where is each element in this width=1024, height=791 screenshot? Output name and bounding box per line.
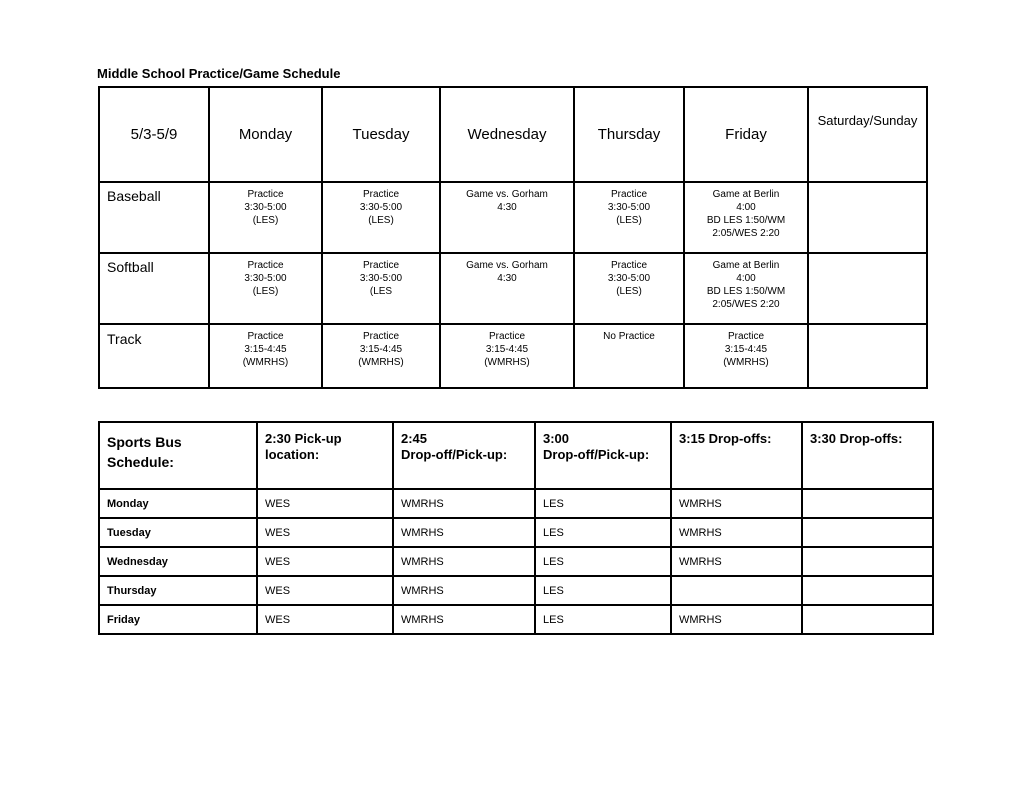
bus-location: LES: [535, 605, 671, 634]
bus-location: WMRHS: [393, 547, 535, 576]
sport-name: Softball: [99, 253, 209, 324]
bus-location: [802, 605, 933, 634]
cell-line: Practice: [247, 260, 284, 271]
bus-location: WMRHS: [671, 605, 802, 634]
schedule-cell: [574, 182, 684, 253]
cell-line: Game vs. Gorham: [466, 189, 548, 200]
cell-line: Practice: [362, 260, 400, 271]
cell-line: 3:30-5:00: [607, 202, 651, 213]
schedule-cell: [684, 324, 808, 388]
bus-location: LES: [535, 489, 671, 518]
day-header: Thursday: [574, 87, 684, 182]
cell-line: Game at Berlin: [712, 260, 780, 271]
bus-schedule-title: [99, 422, 257, 489]
cell-line: 3:30 Drop-offs:: [810, 431, 903, 446]
bus-row: [99, 489, 933, 518]
schedule-cell: [440, 253, 574, 324]
cell-line: 3:15-4:45: [244, 344, 287, 355]
bus-location: [802, 518, 933, 547]
schedule-cell: [574, 253, 684, 324]
cell-line: 4:00: [736, 273, 756, 284]
day-header: Tuesday: [322, 87, 440, 182]
cell-line: 3:15 Drop-offs:: [679, 431, 772, 446]
cell-line: Practice: [488, 331, 526, 342]
day-header: Wednesday: [440, 87, 574, 182]
bus-location: LES: [535, 518, 671, 547]
practice-row: [99, 182, 927, 253]
day-header: Friday: [684, 87, 808, 182]
bus-location: WMRHS: [671, 518, 802, 547]
cell-line: 3:15-4:45: [485, 344, 529, 355]
cell-line: 4:30: [497, 273, 517, 284]
schedule-cell: [322, 253, 440, 324]
time-slot-header: [393, 422, 535, 489]
bus-schedule-table: [98, 421, 934, 635]
cell-line: 3:30-5:00: [607, 273, 651, 284]
cell-line: BD LES 1:50/WM: [706, 215, 786, 226]
cell-line: 3:30-5:00: [244, 273, 287, 284]
cell-line: 3:15-4:45: [724, 344, 768, 355]
cell-line: 3:30-5:00: [359, 202, 403, 213]
schedule-cell: [808, 324, 927, 388]
bus-location: WMRHS: [393, 489, 535, 518]
schedule-cell: [440, 182, 574, 253]
practice-header-row: [99, 87, 927, 182]
bus-row: [99, 605, 933, 634]
schedule-cell: [322, 324, 440, 388]
cell-line: (WMRHS): [723, 357, 769, 368]
cell-line: Schedule:: [107, 454, 174, 470]
cell-line: (LES): [252, 215, 279, 226]
cell-line: 2:45: [401, 431, 428, 446]
cell-line: Game vs. Gorham: [466, 260, 548, 271]
bus-location: [802, 547, 933, 576]
bus-location: WMRHS: [393, 605, 535, 634]
bus-location: LES: [535, 547, 671, 576]
cell-line: (WMRHS): [484, 357, 530, 368]
schedule-cell: [209, 182, 322, 253]
bus-location: WES: [257, 489, 393, 518]
bus-location: WMRHS: [393, 576, 535, 605]
bus-row: [99, 547, 933, 576]
bus-location: [671, 576, 802, 605]
bus-location: WES: [257, 605, 393, 634]
cell-line: 4:30: [497, 202, 517, 213]
bus-location: WES: [257, 547, 393, 576]
cell-line: 3:00: [543, 431, 570, 446]
cell-line: Practice: [362, 189, 400, 200]
cell-line: 4:00: [736, 202, 756, 213]
practice-row: [99, 253, 927, 324]
practice-schedule-table: [98, 86, 928, 389]
schedule-cell: [574, 324, 684, 388]
cell-line: Drop-off/Pick-up:: [543, 447, 650, 462]
week-range-header: 5/3-5/9: [99, 87, 209, 182]
day-header: Saturday/Sunday: [808, 87, 927, 182]
time-slot-header: [535, 422, 671, 489]
bus-day: Tuesday: [99, 518, 257, 547]
bus-row: [99, 576, 933, 605]
cell-line: Practice: [610, 189, 648, 200]
cell-line: Drop-off/Pick-up:: [401, 447, 508, 462]
cell-line: 3:15-4:45: [359, 344, 403, 355]
bus-location: WMRHS: [393, 518, 535, 547]
cell-line: (LES: [369, 286, 393, 297]
time-slot-header: [802, 422, 933, 489]
cell-line: Practice: [247, 331, 284, 342]
bus-header-row: [99, 422, 933, 489]
schedule-cell: [209, 324, 322, 388]
bus-location: [802, 489, 933, 518]
sport-name: Track: [99, 324, 209, 388]
page-title: Middle School Practice/Game Schedule: [97, 66, 341, 81]
bus-location: WMRHS: [671, 547, 802, 576]
schedule-cell: [808, 253, 927, 324]
bus-location: [802, 576, 933, 605]
cell-line: 2:30 Pick-up: [265, 431, 342, 446]
bus-row: [99, 518, 933, 547]
bus-day: Thursday: [99, 576, 257, 605]
schedule-cell: [440, 324, 574, 388]
cell-line: Practice: [727, 331, 765, 342]
cell-line: Practice: [610, 260, 648, 271]
cell-line: 2:05/WES 2:20: [712, 299, 780, 310]
bus-day: Wednesday: [99, 547, 257, 576]
sport-name: Baseball: [99, 182, 209, 253]
cell-line: 3:30-5:00: [359, 273, 403, 284]
time-slot-header: [257, 422, 393, 489]
cell-line: (LES): [616, 215, 642, 226]
cell-line: Game at Berlin: [712, 189, 780, 200]
cell-line: (LES): [368, 215, 394, 226]
bus-location: WES: [257, 518, 393, 547]
bus-day: Monday: [99, 489, 257, 518]
schedule-cell: [322, 182, 440, 253]
day-header: Monday: [209, 87, 322, 182]
cell-line: Practice: [247, 189, 284, 200]
bus-location: WMRHS: [671, 489, 802, 518]
time-slot-header: [671, 422, 802, 489]
cell-line: (LES): [252, 286, 279, 297]
cell-line: BD LES 1:50/WM: [706, 286, 786, 297]
cell-line: (LES): [616, 286, 642, 297]
cell-line: 3:30-5:00: [244, 202, 287, 213]
schedule-cell: [684, 182, 808, 253]
practice-row: [99, 324, 927, 388]
cell-line: (WMRHS): [242, 357, 289, 368]
schedule-cell: [209, 253, 322, 324]
cell-line: (WMRHS): [358, 357, 404, 368]
cell-line: 2:05/WES 2:20: [712, 228, 780, 239]
bus-location: LES: [535, 576, 671, 605]
schedule-cell: [808, 182, 927, 253]
cell-line: location:: [265, 447, 320, 462]
cell-line: No Practice: [603, 331, 655, 342]
cell-line: Sports Bus: [107, 434, 182, 450]
cell-line: Practice: [362, 331, 400, 342]
bus-day: Friday: [99, 605, 257, 634]
schedule-cell: [684, 253, 808, 324]
bus-location: WES: [257, 576, 393, 605]
